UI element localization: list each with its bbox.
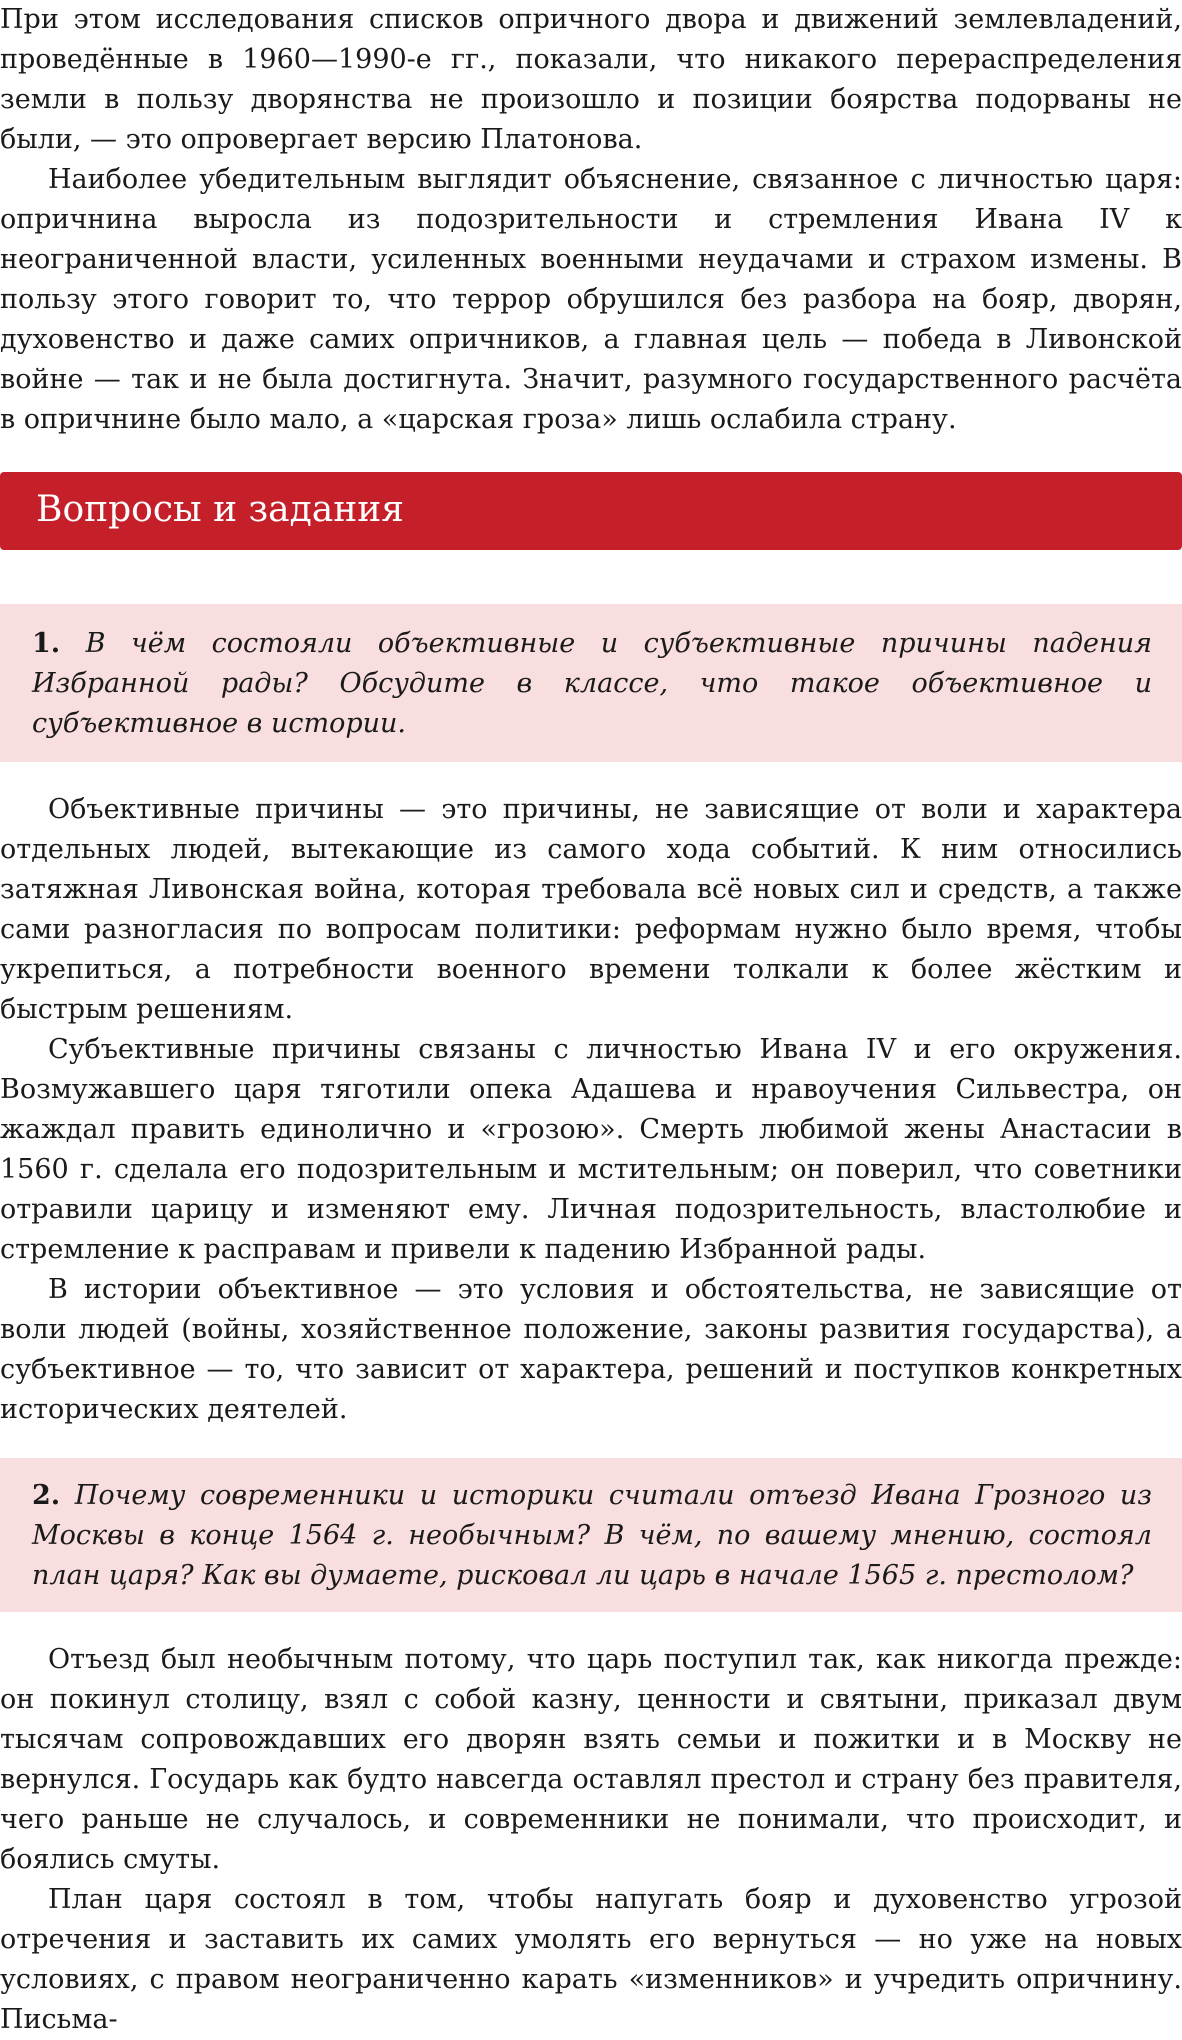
question-text: В чём состояли объективные и субъективные причины падения Избранной рады? Обсудите в классе, что такое объективное и субъективное в истории. xyxy=(32,628,1152,739)
answer-paragraph: Отъезд был необычным потому, что царь поступил так, как никогда прежде: он покинул столицу, взял с собой казну, ценности и святыни, приказал двум тысячам сопровождавших его дворян взять семьи и пожитки и в Москву не вернулся. Государь как будто навсегда оставлял престол и страну без правителя, чего раньше не случалось, и современники не понимали, что происходит, и боялись смуты. xyxy=(0,1644,1182,1875)
question-1 xyxy=(32,624,1152,744)
question-number: 1. xyxy=(32,628,61,659)
intro-paragraph: При этом исследования списков опричного двора и движений землевладений, проведённые в 1960—1990-е гг., показали, что никакого перераспределения земли в пользу дворянства не произошло и позиции боярства подорваны не были, — это опровергает версию Платонова. xyxy=(0,4,1182,155)
question-number: 2. xyxy=(32,1480,61,1511)
answer-1 xyxy=(0,790,1182,1430)
question-2 xyxy=(32,1476,1152,1596)
answer-paragraph: В истории объективное — это условия и обстоятельства, не зависящие от воли людей (войны, хозяйственное положение, законы развития государства), а субъективное — то, что зависит от характера, решений и поступков конкретных исторических деятелей. xyxy=(0,1274,1182,1425)
intro-paragraph: Наиболее убедительным выглядит объяснение, связанное с личностью царя: опричнина выросла из подозрительности и стремления Ивана IV к неограниченной власти, усиленных военными неудачами и страхом измены. В пользу этого говорит то, что террор обрушился без разбора на бояр, дворян, духовенство и даже самих опричников, а главная цель — победа в Ливонской войне — так и не была достигнута. Значит, разумного государственного расчёта в опричнине было мало, а «царская гроза» лишь ослабила страну. xyxy=(0,164,1182,435)
question-1-box xyxy=(0,604,1182,762)
answer-paragraph: Объективные причины — это причины, не зависящие от воли и характера отдельных людей, вытекающие из самого хода событий. К ним относились затяжная Ливонская война, которая требовала всё новых сил и средств, а также сами разногласия по вопросам политики: реформам нужно было время, чтобы укрепиться, а потребности военного времени толкали к более жёстким и быстрым решениям. xyxy=(0,794,1182,1025)
answer-paragraph: Субъективные причины связаны с личностью Ивана IV и его окружения. Возмужавшего царя тяготили опека Адашева и нравоучения Сильвестра, он жаждал править единолично и «грозою». Смерть любимой жены Анастасии в 1560 г. сделала его подозрительным и мстительным; он поверил, что советники отравили царицу и изменяют ему. Личная подозрительность, властолюбие и стремление к расправам и привели к падению Избранной рады. xyxy=(0,1034,1182,1265)
answer-paragraph: План царя состоял в том, чтобы напугать бояр и духовенство угрозой отречения и заставить их самих умолять его вернуться — но уже на новых условиях, с правом неограниченно карать «изменников» и учредить опричнину. Письма- xyxy=(0,1884,1182,2035)
section-title: Вопросы и задания xyxy=(36,489,404,530)
question-text: Почему современники и историки считали отъезд Ивана Грозного из Москвы в конце 1564 г. необычным? В чём, по вашему мнению, состоял план царя? Как вы думаете, рисковал ли царь в начале 1565 г. престолом? xyxy=(32,1480,1152,1591)
answer-2 xyxy=(0,1640,1182,2040)
question-2-box xyxy=(0,1458,1182,1612)
section-header xyxy=(0,472,1182,550)
intro-text xyxy=(0,0,1182,440)
